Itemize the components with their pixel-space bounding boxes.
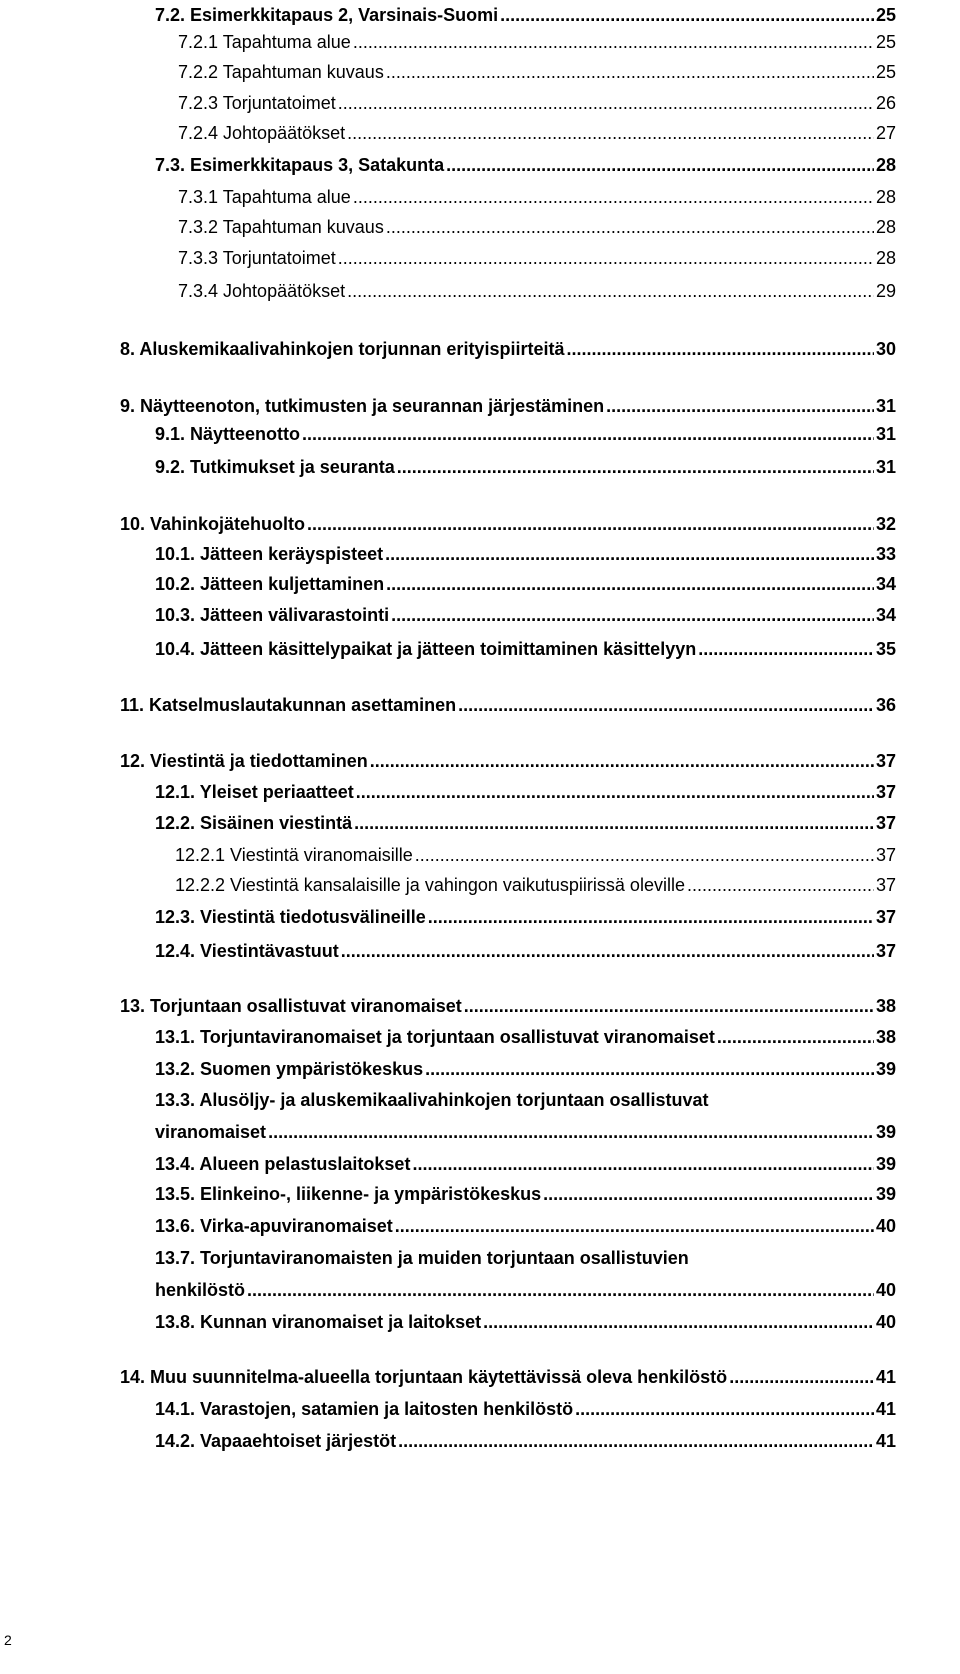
- toc-entry-title: 10.3. Jätteen välivarastointi: [155, 605, 390, 625]
- dot-leader: [302, 419, 874, 449]
- toc-entry[interactable]: [155, 419, 896, 449]
- toc-entry[interactable]: [175, 870, 896, 900]
- toc-entry[interactable]: [155, 808, 896, 838]
- toc-entry[interactable]: [178, 212, 896, 242]
- toc-entry-text: 13.7. Torjuntaviranomaisten ja muiden torjuntaan osallistuvien: [155, 1248, 689, 1268]
- toc-entry[interactable]: [155, 150, 896, 180]
- toc-entry-title: 8. Aluskemikaalivahinkojen torjunnan erityispiirteitä: [120, 339, 565, 359]
- dot-leader: [386, 212, 874, 242]
- toc-entry-title: 7.3.3 Torjuntatoimet: [178, 248, 336, 268]
- dot-leader: [606, 391, 874, 421]
- toc-entry-title: 13.4. Alueen pelastuslaitokset: [155, 1154, 411, 1174]
- dot-leader: [338, 243, 874, 273]
- toc-entry-page: 40: [875, 1280, 896, 1300]
- toc-entry-title: henkilöstö: [155, 1280, 246, 1300]
- dot-leader: [353, 27, 874, 57]
- toc-entry[interactable]: [120, 991, 896, 1021]
- toc-entry-page: 28: [875, 187, 896, 207]
- toc-entry-title: 14.2. Vapaaehtoiset järjestöt: [155, 1431, 397, 1451]
- toc-entry-page: 37: [875, 875, 896, 895]
- toc-entry[interactable]: [155, 1117, 896, 1147]
- toc-entry[interactable]: [155, 1179, 896, 1209]
- toc-entry-page: 36: [875, 695, 896, 715]
- dot-leader: [717, 1022, 874, 1052]
- toc-entry-page: 37: [875, 941, 896, 961]
- toc-entry-title: 13.8. Kunnan viranomaiset ja laitokset: [155, 1312, 482, 1332]
- toc-entry-page: 34: [875, 605, 896, 625]
- toc-entry-page: 39: [875, 1184, 896, 1204]
- toc-entry[interactable]: [155, 1054, 896, 1084]
- toc-entry-page: 35: [875, 639, 896, 659]
- dot-leader: [543, 1179, 874, 1209]
- toc-entry-title: 10.1. Jätteen keräyspisteet: [155, 544, 384, 564]
- toc-entry-title: 12.3. Viestintä tiedotusvälineille: [155, 907, 426, 927]
- dot-leader: [391, 600, 874, 630]
- toc-entry[interactable]: [155, 539, 896, 569]
- toc-entry[interactable]: [178, 243, 896, 273]
- toc-entry-page: 38: [875, 1027, 896, 1047]
- toc-entry[interactable]: [155, 452, 896, 482]
- dot-leader: [353, 182, 874, 212]
- toc-entry[interactable]: [155, 1307, 896, 1337]
- dot-leader: [464, 991, 874, 1021]
- page-number: 2: [4, 1632, 12, 1648]
- toc-entry-title: 12.4. Viestintävastuut: [155, 941, 339, 961]
- toc-entry-page: 28: [875, 217, 896, 237]
- toc-entry-title: 7.2. Esimerkkitapaus 2, Varsinais-Suomi: [155, 5, 499, 25]
- dot-leader: [575, 1394, 874, 1424]
- toc-entry[interactable]: [178, 118, 896, 148]
- toc-entry-page: 29: [875, 281, 896, 301]
- dot-leader: [428, 902, 874, 932]
- dot-leader: [687, 870, 874, 900]
- dot-leader: [425, 1054, 874, 1084]
- dot-leader: [458, 690, 874, 720]
- dot-leader: [500, 0, 874, 30]
- toc-entry-title: 12.2.1 Viestintä viranomaisille: [175, 845, 413, 865]
- dot-leader: [370, 746, 874, 776]
- toc-entry-title: 9.1. Näytteenotto: [155, 424, 301, 444]
- toc-entry-title: 7.3.2 Tapahtuman kuvaus: [178, 217, 384, 237]
- toc-entry-title: 9. Näytteenoton, tutkimusten ja seurannan järjestäminen: [120, 396, 605, 416]
- toc-entry-title: 7.3. Esimerkkitapaus 3, Satakunta: [155, 155, 445, 175]
- toc-entry-page: 28: [875, 248, 896, 268]
- toc-entry-title: 14. Muu suunnitelma-alueella torjuntaan käytettävissä oleva henkilöstö: [120, 1367, 728, 1387]
- toc-entry-page: 26: [875, 93, 896, 113]
- toc-entry-title: 12.2.2 Viestintä kansalaisille ja vahingon vaikutuspiirissä oleville: [175, 875, 685, 895]
- toc-entry-page: 40: [875, 1312, 896, 1332]
- toc-entry-page: 39: [875, 1154, 896, 1174]
- dot-leader: [356, 777, 874, 807]
- toc-entry[interactable]: [155, 0, 896, 30]
- toc-entry-title: 12.2. Sisäinen viestintä: [155, 813, 353, 833]
- toc-entry[interactable]: [178, 88, 896, 118]
- toc-entry[interactable]: [120, 690, 896, 720]
- toc-entry[interactable]: [155, 777, 896, 807]
- toc-entry[interactable]: [120, 1362, 896, 1392]
- dot-leader: [398, 1426, 874, 1456]
- toc-entry[interactable]: [155, 569, 896, 599]
- dot-leader: [268, 1117, 874, 1147]
- toc-entry[interactable]: [120, 334, 896, 364]
- toc-entry[interactable]: [120, 746, 896, 776]
- toc-entry-title: 13.6. Virka-apuviranomaiset: [155, 1216, 393, 1236]
- toc-entry-page: 39: [875, 1122, 896, 1142]
- toc-entry-page: 41: [875, 1399, 896, 1419]
- toc-entry-page: 33: [875, 544, 896, 564]
- toc-entry-title: 13.1. Torjuntaviranomaiset ja torjuntaan osallistuvat viranomaiset: [155, 1027, 715, 1047]
- toc-entry-title: 10.2. Jätteen kuljettaminen: [155, 574, 385, 594]
- toc-entry-text: 13.3. Alusöljy- ja aluskemikaalivahinkojen torjuntaan osallistuvat: [155, 1090, 709, 1110]
- dot-leader: [341, 936, 874, 966]
- dot-leader: [415, 840, 874, 870]
- dot-leader: [386, 569, 874, 599]
- toc-entry[interactable]: [178, 57, 896, 87]
- toc-entry-page: 34: [875, 574, 896, 594]
- toc-entry-page: 37: [875, 907, 896, 927]
- toc-entry-page: 31: [875, 457, 896, 477]
- dot-leader: [354, 808, 874, 838]
- dot-leader: [386, 57, 874, 87]
- toc-entry-page: 37: [875, 782, 896, 802]
- toc-entry[interactable]: [178, 27, 896, 57]
- toc-entry-page: 38: [875, 996, 896, 1016]
- toc-entry-page: 27: [875, 123, 896, 143]
- toc-entry-title: 10.4. Jätteen käsittelypaikat ja jätteen toimittaminen käsittelyyn: [155, 639, 697, 659]
- toc-entry[interactable]: [178, 276, 896, 306]
- toc-entry-page: 28: [875, 155, 896, 175]
- toc-entry[interactable]: [120, 391, 896, 421]
- toc-entry[interactable]: [155, 1211, 896, 1241]
- toc-entry-title: 13.2. Suomen ympäristökeskus: [155, 1059, 424, 1079]
- toc-entry-title: 10. Vahinkojätehuolto: [120, 514, 306, 534]
- dot-leader: [729, 1362, 874, 1392]
- toc-entry-page: 31: [875, 396, 896, 416]
- toc-entry-page: 25: [875, 5, 896, 25]
- toc-entry[interactable]: [155, 634, 896, 664]
- toc-entry-page: 25: [875, 62, 896, 82]
- dot-leader: [347, 118, 874, 148]
- toc-entry-title: 13.5. Elinkeino-, liikenne- ja ympäristökeskus: [155, 1184, 542, 1204]
- dot-leader: [698, 634, 874, 664]
- toc-entry-title: 7.3.1 Tapahtuma alue: [178, 187, 351, 207]
- toc-entry[interactable]: [155, 1394, 896, 1424]
- toc-entry[interactable]: [175, 840, 896, 870]
- toc-entry-title: 12.1. Yleiset periaatteet: [155, 782, 354, 802]
- toc-entry-title: 9.2. Tutkimukset ja seuranta: [155, 457, 395, 477]
- toc-entry-title: 7.2.4 Johtopäätökset: [178, 123, 346, 143]
- dot-leader: [483, 1307, 874, 1337]
- toc-entry-page: 41: [875, 1367, 896, 1387]
- toc-entry-page: 32: [875, 514, 896, 534]
- toc-entry[interactable]: [155, 1149, 896, 1179]
- toc-entry[interactable]: [155, 1275, 896, 1305]
- dot-leader: [566, 334, 873, 364]
- toc-entry-page: 37: [875, 813, 896, 833]
- toc-entry[interactable]: [120, 509, 896, 539]
- toc-entry-page: 30: [875, 339, 896, 359]
- dot-leader: [338, 88, 874, 118]
- dot-leader: [247, 1275, 874, 1305]
- dot-leader: [412, 1149, 874, 1179]
- toc-entry[interactable]: [155, 1022, 896, 1052]
- toc-entry-title: 7.2.2 Tapahtuman kuvaus: [178, 62, 384, 82]
- toc-entry-page: 31: [875, 424, 896, 444]
- toc-entry-page: 40: [875, 1216, 896, 1236]
- toc-entry-page: 41: [875, 1431, 896, 1451]
- toc-entry-page: 37: [875, 751, 896, 771]
- toc-entry-title: 12. Viestintä ja tiedottaminen: [120, 751, 368, 771]
- dot-leader: [446, 150, 874, 180]
- toc-entry[interactable]: [155, 902, 896, 932]
- toc-entry-title: viranomaiset: [155, 1122, 267, 1142]
- dot-leader: [395, 1211, 874, 1241]
- toc-entry[interactable]: [155, 1426, 896, 1456]
- dot-leader: [385, 539, 874, 569]
- dot-leader: [347, 276, 874, 306]
- toc-entry-page: 39: [875, 1059, 896, 1079]
- toc-entry-title: 7.2.3 Torjuntatoimet: [178, 93, 336, 113]
- toc-entry-title: 7.2.1 Tapahtuma alue: [178, 32, 351, 52]
- dot-leader: [307, 509, 874, 539]
- toc-entry[interactable]: [155, 936, 896, 966]
- toc-entry-title: 7.3.4 Johtopäätökset: [178, 281, 346, 301]
- toc-entry-title: 11. Katselmuslautakunnan asettaminen: [120, 695, 457, 715]
- dot-leader: [397, 452, 874, 482]
- toc-entry[interactable]: [155, 600, 896, 630]
- toc-entry[interactable]: [178, 182, 896, 212]
- toc-entry-page: 37: [875, 845, 896, 865]
- toc-entry-title: 13. Torjuntaan osallistuvat viranomaiset: [120, 996, 462, 1016]
- toc-entry-title: 14.1. Varastojen, satamien ja laitosten henkilöstö: [155, 1399, 574, 1419]
- toc-entry-page: 25: [875, 32, 896, 52]
